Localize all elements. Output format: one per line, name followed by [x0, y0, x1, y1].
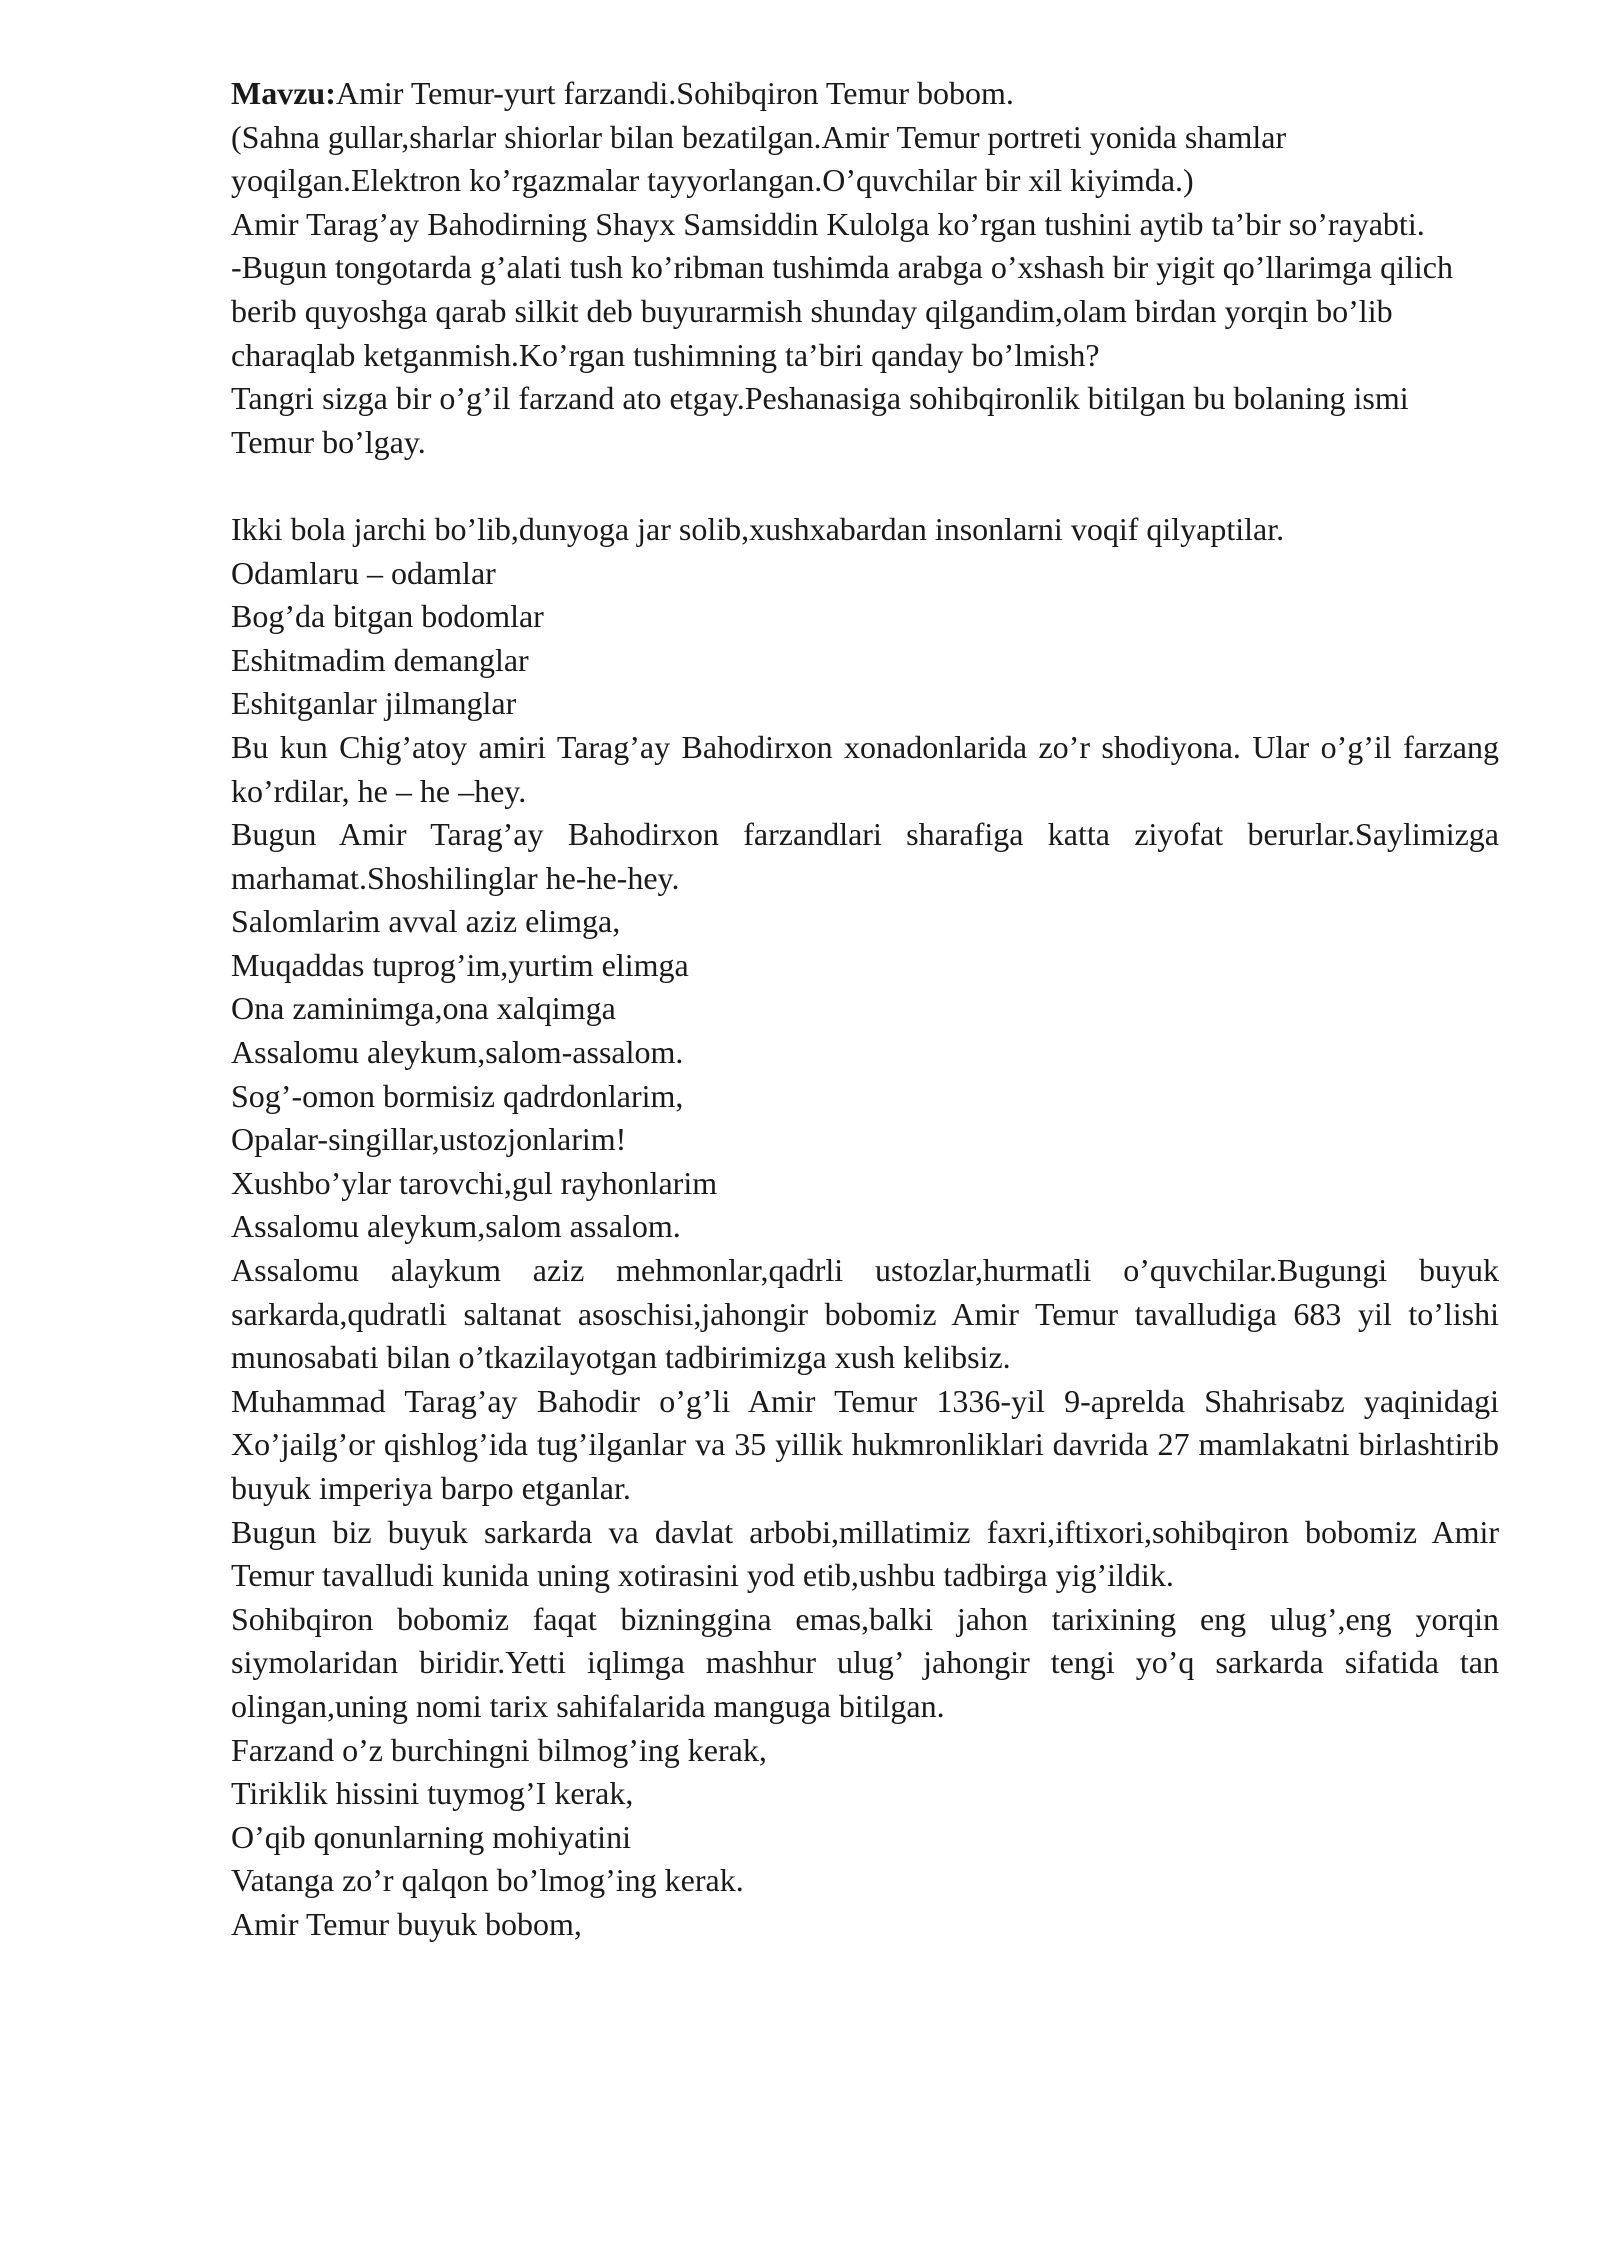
paragraph: Bugun biz buyuk sarkarda va davlat arbobi,millatimiz faxri,iftixori,sohibqiron bobomiz Amir Temur tavalludi kunida uning xotirasini yod etib,ushbu tadbirga yig’ildik. — [231, 1513, 1499, 1594]
paragraph: Xushbo’ylar tarovchi,gul rayhonlarim — [231, 1164, 718, 1201]
paragraph: Amir Tarag’ay Bahodirning Shayx Samsiddin Kulolga ko’rgan tushini aytib ta’bir so’rayabti. — [231, 205, 1425, 242]
paragraph: -Bugun tongotarda g’alati tush ko’ribman tushimda arabga o’xshash bir yigit qo’llarimga qilich berib quyoshga qarab silkit deb buyurarmish shunday qilgandim,olam birdan yorqin bo’lib charaqlab ketganmish.Ko’rgan tushimning ta’biri qanday bo’lmish? — [231, 249, 1453, 373]
paragraph: Assalomu aleykum,salom assalom. — [231, 1208, 681, 1245]
paragraph: Ikki bola jarchi bo’lib,dunyoga jar solib,xushxabardan insonlarni voqif qilyaptilar. — [231, 510, 1285, 547]
paragraph: Assalomu alaykum aziz mehmonlar,qadrli ustozlar,hurmatli o’quvchilar.Bugungi buyuk sarkarda,qudratli saltanat asoschisi,jahongir bobomiz Amir Temur tavalludiga 683 yil to’lishi munosabati bilan o’tkazilayotgan tadbirimizga xush kelibsiz. — [231, 1252, 1499, 1376]
document-page — [231, 72, 1499, 1947]
paragraph: Ona zaminimga,ona xalqimga — [231, 990, 616, 1027]
paragraph: Opalar-singillar,ustozjonlarim! — [231, 1121, 627, 1158]
title-text: Amir Temur-yurt farzandi.Sohibqiron Temur bobom. — [335, 75, 1014, 111]
paragraph: Sog’-omon bormisiz qadrdonlarim, — [231, 1077, 684, 1114]
blank-line — [231, 464, 1499, 508]
title-label: Mavzu: — [231, 75, 336, 111]
paragraph: Farzand o’z burchingni bilmog’ing kerak, — [231, 1731, 767, 1768]
paragraph: Tangri sizga bir o’g’il farzand ato etgay.Peshanasiga sohibqironlik bitilgan bu bolaning ismi Temur bo’lgay. — [231, 380, 1409, 460]
paragraph: Sohibqiron bobomiz faqat bizninggina emas,balki jahon tarixining eng ulug’,eng yorqin siymolaridan biridir.Yetti iqlimga mashhur ulug’ jahongir tengi yo’q sarkarda sifatida tan olingan,uning nomi tarix sahifalarida manguga bitilgan. — [231, 1600, 1499, 1724]
paragraph: Odamlaru – odamlar — [231, 554, 496, 591]
paragraph: Bugun Amir Tarag’ay Bahodirxon farzandlari sharafiga katta ziyofat berurlar.Saylimizga marhamat.Shoshilinglar he-he-hey. — [231, 816, 1499, 896]
paragraph: Bog’da bitgan bodomlar — [231, 598, 544, 635]
paragraph: Assalomu aleykum,salom-assalom. — [231, 1034, 684, 1071]
paragraph: Muqaddas tuprog’im,yurtim elimga — [231, 946, 689, 983]
paragraph: O’qib qonunlarning mohiyatini — [231, 1818, 631, 1855]
title-line — [231, 72, 1499, 116]
paragraph: (Sahna gullar,sharlar shiorlar bilan bezatilgan.Amir Temur portreti yonida shamlar yoqilgan.Elektron ko’rgazmalar tayyorlangan.O’quvchilar bir xil kiyimda.) — [231, 118, 1287, 199]
paragraph: Bu kun Chig’atoy amiri Tarag’ay Bahodirxon xonadonlarida zo’r shodiyona. Ular o’g’il farzang ko’rdilar, he – he –hey. — [231, 728, 1499, 809]
paragraph: Muhammad Tarag’ay Bahodir o’g’li Amir Temur 1336-yil 9-aprelda Shahrisabz yaqinidagi Xo’jailg’or qishlog’ida tug’ilganlar va 35 yillik hukmronliklari davrida 27 mamlakatni birlashtirib buyuk imperiya barpo etganlar. — [231, 1382, 1499, 1506]
paragraph: Tiriklik hissini tuymog’I kerak, — [231, 1775, 634, 1812]
paragraph: Amir Temur buyuk bobom, — [231, 1905, 582, 1942]
body-text — [231, 116, 1499, 1947]
paragraph: Eshitganlar jilmanglar — [231, 685, 517, 722]
paragraph: Salomlarim avval aziz elimga, — [231, 903, 621, 940]
paragraph: Eshitmadim demanglar — [231, 641, 529, 678]
paragraph: Vatanga zo’r qalqon bo’lmog’ing kerak. — [231, 1862, 744, 1899]
